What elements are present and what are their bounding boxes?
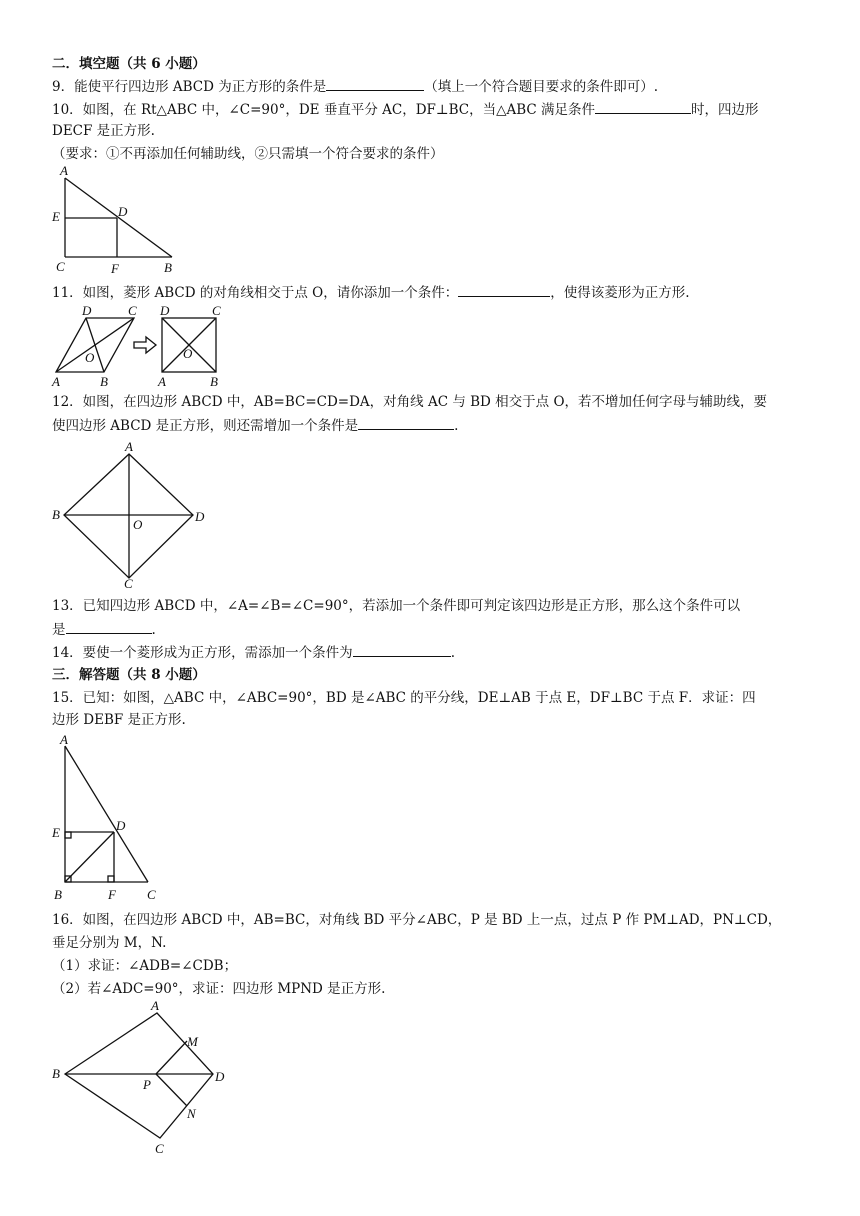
q9-text-after-blank: （填上一个符合题目要求的条件即可）. xyxy=(424,79,659,95)
q16-label-b: B xyxy=(52,1066,60,1081)
question-16-line-2: 垂足分别为 M，N. xyxy=(52,935,167,951)
q12-text-before-blank: 使四边形 ABCD 是正方形，则还需增加一个条件是 xyxy=(52,418,359,434)
q11-text-before-blank: 11．如图，菱形 ABCD 的对角线相交于点 O，请你添加一个条件： xyxy=(52,285,459,301)
q15-label-c: C xyxy=(147,887,156,902)
question-13-line-1: 13．已知四边形 ABCD 中，∠A=∠B=∠C=90°，若添加一个条件即可判定该四边形是正方形，那么这个条件可以 xyxy=(52,598,741,614)
q13-text-after-blank: . xyxy=(151,622,156,638)
q12-label-c: C xyxy=(124,576,133,591)
q13-text-before-blank: 是 xyxy=(52,622,66,638)
question-9 xyxy=(52,76,658,97)
q16-label-m: M xyxy=(187,1034,198,1049)
q16-label-c: C xyxy=(155,1141,164,1156)
q14-text-after-blank: . xyxy=(450,645,455,661)
q10-figure xyxy=(48,165,188,277)
q15-right-angle-e xyxy=(65,832,71,838)
q11-square-label-b: B xyxy=(210,374,218,389)
question-14 xyxy=(52,642,455,663)
q15-right-angle-f xyxy=(108,876,114,882)
q14-text-before-blank: 14．要使一个菱形成为正方形，需添加一个条件为 xyxy=(52,645,353,661)
q15-label-b: B xyxy=(54,887,62,902)
q11-rhombus-label-c: C xyxy=(128,303,137,318)
q16-label-p: P xyxy=(143,1077,151,1092)
question-12-line-1: 12．如图，在四边形 ABCD 中，AB=BC=CD=DA，对角线 AC 与 BD 相交于点 O，若不增加任何字母与辅助线，要 xyxy=(52,394,768,410)
q11-text-after-blank: ，使得该菱形为正方形. xyxy=(550,285,690,301)
q16-figure xyxy=(48,998,238,1160)
q12-label-a: A xyxy=(125,439,133,454)
q10-label-c: C xyxy=(56,259,65,274)
q10-answer-blank[interactable] xyxy=(595,99,691,114)
q10-label-f: F xyxy=(111,261,119,276)
q12-figure xyxy=(48,438,218,590)
q14-answer-blank[interactable] xyxy=(353,642,451,657)
q16-segment-pm xyxy=(156,1041,187,1074)
q16-label-d: D xyxy=(215,1069,225,1084)
question-11 xyxy=(52,282,690,303)
q11-figure xyxy=(48,304,238,390)
q12-text-after-blank: . xyxy=(454,418,459,434)
question-16-part-1: （1）求证：∠ADB=∠CDB； xyxy=(52,958,238,974)
q12-label-d: D xyxy=(195,509,205,524)
q16-label-a: A xyxy=(151,998,159,1013)
q10-label-b: B xyxy=(164,260,172,275)
q11-square-label-d: D xyxy=(160,303,170,318)
q13-answer-blank[interactable] xyxy=(66,619,152,634)
q15-label-a: A xyxy=(60,732,68,747)
q9-text-before-blank: 9．能使平行四边形 ABCD 为正方形的条件是 xyxy=(52,79,327,95)
q12-label-o: O xyxy=(133,517,143,532)
q11-rhombus-label-b: B xyxy=(100,374,108,389)
q11-square-label-a: A xyxy=(158,374,166,389)
q15-figure xyxy=(48,732,168,906)
q10-label-d: D xyxy=(118,204,128,219)
question-16-line-1: 16．如图，在四边形 ABCD 中，AB=BC，对角线 BD 平分∠ABC，P 是 BD 上一点，过点 P 作 PM⊥AD，PN⊥CD， xyxy=(52,912,782,928)
question-10-requirement: （要求：①不再添加任何辅助线，②只需填一个符合要求的条件） xyxy=(52,146,444,162)
q9-answer-blank[interactable] xyxy=(326,76,424,91)
q10-label-e: E xyxy=(52,209,60,224)
question-15-line-1: 15．已知：如图，△ABC 中，∠ABC=90°，BD 是∠ABC 的平分线，DE⊥AB 于点 E，DF⊥BC 于点 F．求证：四 xyxy=(52,690,756,706)
q11-answer-blank[interactable] xyxy=(458,282,550,297)
q16-segment-pn xyxy=(156,1074,187,1106)
question-10-line-1 xyxy=(52,99,759,120)
question-15-line-2: 边形 DEBF 是正方形. xyxy=(52,712,186,728)
question-10-line-2: DECF 是正方形. xyxy=(52,123,155,139)
q15-label-f: F xyxy=(108,887,116,902)
q11-arrow-icon xyxy=(134,337,156,353)
q15-bisector-bd xyxy=(65,832,114,882)
q16-label-n: N xyxy=(187,1106,196,1121)
section-2-heading: 二．填空题（共 6 小题） xyxy=(52,56,206,72)
q15-label-e: E xyxy=(52,825,60,840)
question-12-line-2 xyxy=(52,415,458,436)
q11-rhombus-label-o: O xyxy=(85,350,95,365)
q12-label-b: B xyxy=(52,507,60,522)
q11-rhombus-label-d: D xyxy=(82,303,92,318)
q10-text-after-blank: 时，四边形 xyxy=(691,102,759,118)
section-3-heading: 三．解答题（共 8 小题） xyxy=(52,667,206,683)
question-13-line-2 xyxy=(52,619,156,640)
q11-square-label-o: O xyxy=(183,346,193,361)
q15-label-d: D xyxy=(116,818,126,833)
q11-square-label-c: C xyxy=(212,303,221,318)
q15-side-ac xyxy=(65,746,148,882)
q10-label-a: A xyxy=(60,163,68,178)
question-16-part-2: （2）若∠ADC=90°，求证：四边形 MPND 是正方形. xyxy=(52,981,386,997)
q12-answer-blank[interactable] xyxy=(358,415,454,430)
q10-text-before-blank: 10．如图，在 Rt△ABC 中，∠C=90°，DE 垂直平分 AC，DF⊥BC，当△ABC 满足条件 xyxy=(52,102,596,118)
q11-rhombus-label-a: A xyxy=(52,374,60,389)
